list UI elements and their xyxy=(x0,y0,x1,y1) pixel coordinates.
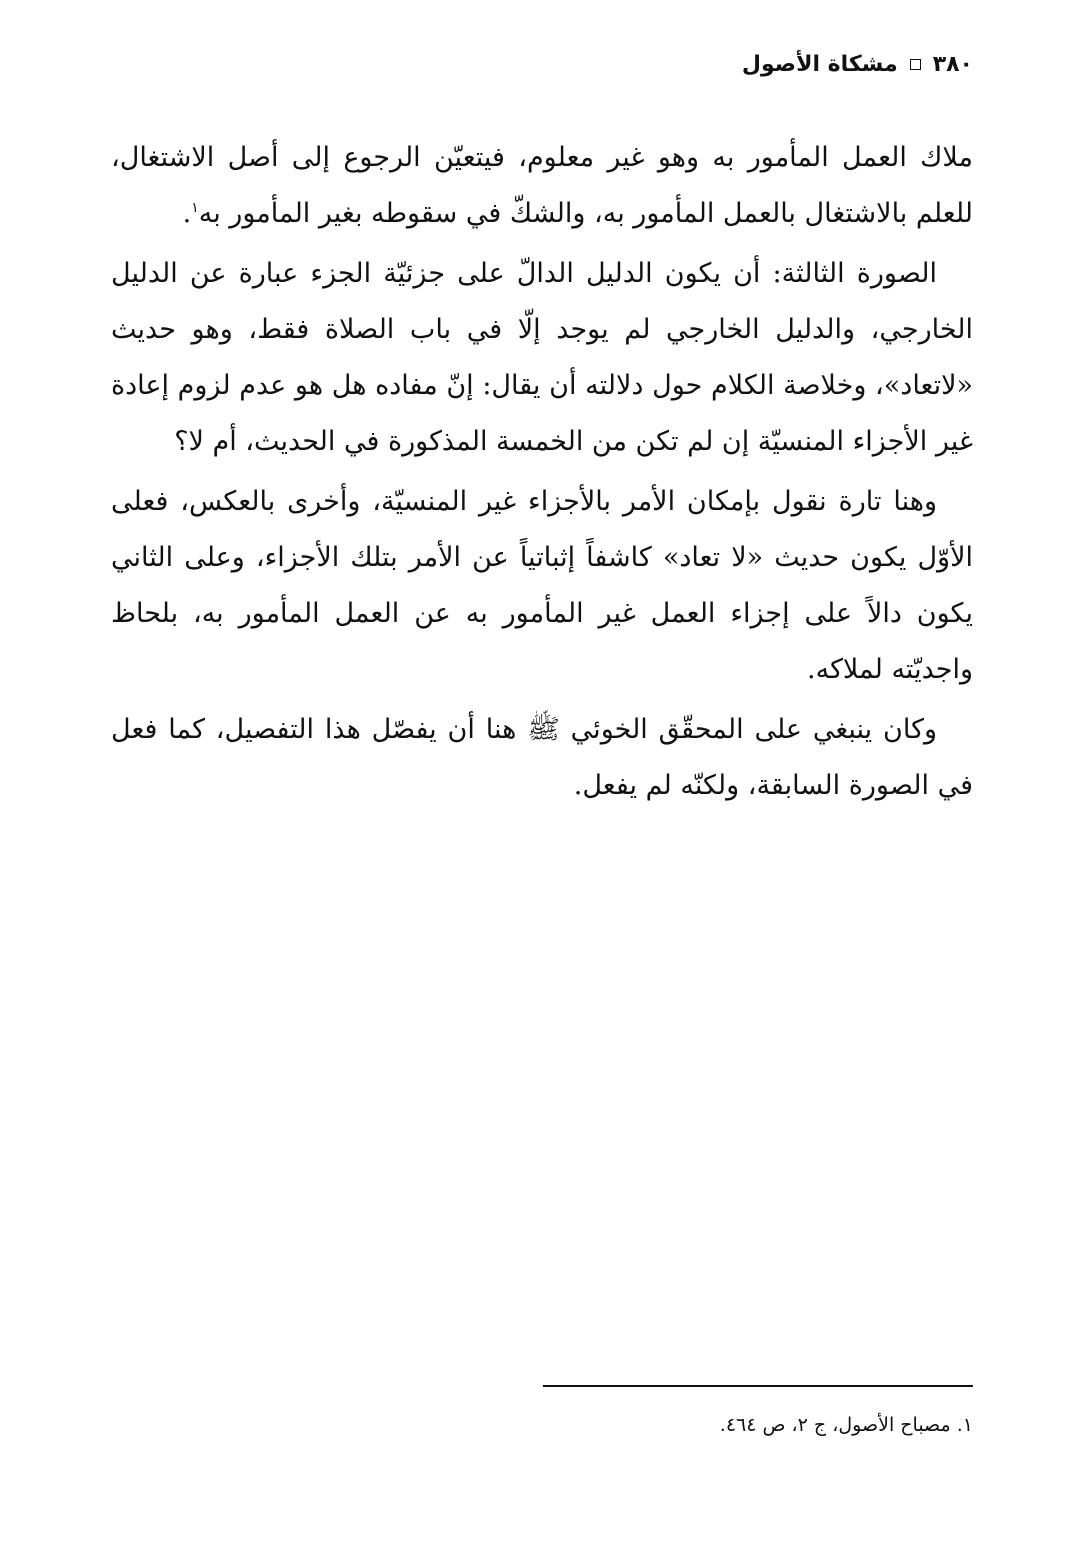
footnote: ١. مصباح الأصول، ج ٢، ص ٤٦٤. xyxy=(719,1414,973,1436)
paragraph-2: الصورة الثالثة: أن يكون الدليل الدالّ على جزئيّة الجزء عبارة عن الدليل الخارجي، والدليل الخارجي لم يوجد إلّا في باب الصلاة فقط، وهو حديث «لاتعاد»، وخلاصة الكلام حول دلالته أن يقال: إنّ مفاده هل هو عدم لزوم إعادة غير الأجزاء المنسيّة إن لم تكن من الخمسة المذكورة في الحديث، أم لا؟ xyxy=(111,258,973,457)
footnote-divider xyxy=(543,1385,973,1387)
paragraph-1-text: ملاك العمل المأمور به وهو غير معلوم، فيتعيّن الرجوع إلى أصل الاشتغال، للعلم بالاشتغال بالعمل المأمور به، والشكّ في سقوطه بغير المأمور به xyxy=(111,142,973,229)
paragraph-1-end: . xyxy=(182,198,192,229)
footnote-reference: ١ xyxy=(191,200,199,216)
paragraph-4: وكان ينبغي على المحقّق الخوئي ﷺ هنا أن يفصّل هذا التفصيل، كما فعل في الصورة السابقة، ولكنّه لم يفعل. xyxy=(111,714,973,801)
book-title: مشكاة الأصول xyxy=(741,52,898,77)
header-separator-box xyxy=(910,59,921,70)
paragraph-1 xyxy=(111,130,973,242)
running-header xyxy=(742,52,973,77)
body-text xyxy=(111,130,973,818)
paragraph-3: وهنا تارة نقول بإمكان الأمر بالأجزاء غير المنسيّة، وأخرى بالعكس، فعلى الأوّل يكون حديث «لا تعاد» كاشفاً إثباتياً عن الأمر بتلك الأجزاء، وعلى الثاني يكون دالاً على إجزاء العمل غير المأمور به عن العمل المأمور به، بلحاظ واجديّته لملاكه. xyxy=(111,486,973,685)
page-number: ٣٨٠ xyxy=(932,52,973,77)
